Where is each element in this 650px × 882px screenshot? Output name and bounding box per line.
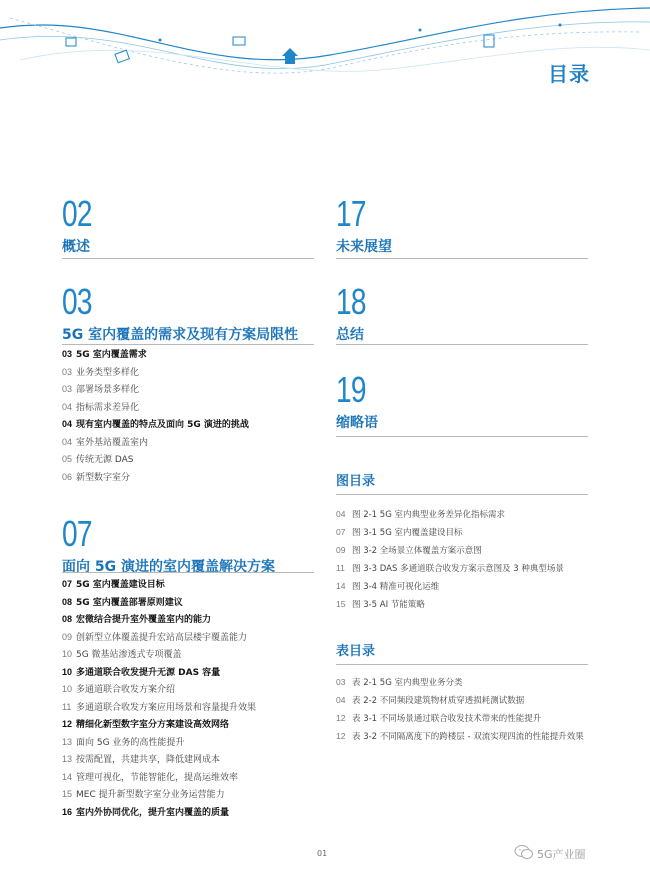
figure-list-heading: 图目录 <box>336 474 376 489</box>
table-list-heading: 表目录 <box>336 644 376 659</box>
section-title: 缩略语 <box>336 415 378 431</box>
toc-entry[interactable]: 10 多通道联合收发方案介绍 <box>62 684 176 695</box>
divider <box>62 572 314 573</box>
section-07[interactable] <box>62 513 275 576</box>
toc-entry[interactable]: 13 面向 5G 业务的高性能提升 <box>62 736 185 748</box>
divider <box>336 344 588 345</box>
table-entry[interactable]: 03 表 2-1 5G 室内典型业务分类 <box>336 677 463 688</box>
section-title: 5G 室内覆盖的需求及现有方案局限性 <box>62 327 299 343</box>
section-title: 未来展望 <box>336 239 392 255</box>
section-title: 总结 <box>336 327 364 343</box>
section-number: 07 <box>62 513 92 554</box>
section-03-items <box>62 346 249 486</box>
page-number: 01 <box>317 849 328 858</box>
divider <box>336 436 588 437</box>
section-03[interactable] <box>62 281 299 344</box>
section-number: 02 <box>62 193 92 234</box>
table-entry[interactable]: 04 表 2-2 不同频段建筑物材质穿透损耗测试数据 <box>336 695 525 706</box>
section-07-items <box>62 576 256 821</box>
toc-entry[interactable]: 15 MEC 提升新型数字室分业务运营能力 <box>62 789 225 800</box>
phone-icon <box>484 35 494 47</box>
toc-entry[interactable]: 03 业务类型多样化 <box>62 366 140 378</box>
table-entry[interactable]: 12 表 3-2 不同隔离度下的跨楼层 - 双流实现四流的性能提升效果 <box>336 731 584 742</box>
section-number: 18 <box>336 281 366 322</box>
figure-list <box>336 505 564 613</box>
page-title: 目录 <box>548 62 590 86</box>
house-icon <box>282 48 298 64</box>
figure-entry[interactable]: 11 图 3-3 DAS 多通道联合收发方案示意图及 3 种典型场景 <box>336 563 564 574</box>
section-18[interactable] <box>336 281 374 344</box>
toc-entry[interactable]: 08 宏微结合提升室外覆盖室内的能力 <box>62 614 212 625</box>
toc-entry[interactable]: 11 多通道联合收发方案应用场景和容量提升效果 <box>62 701 257 713</box>
toc-entry[interactable]: 04 室外基站覆盖室内 <box>62 436 149 448</box>
toc-entry[interactable]: 16 室内外协同优化，提升室内覆盖的质量 <box>62 806 230 818</box>
section-title: 概述 <box>62 239 90 255</box>
divider <box>336 664 588 665</box>
section-02[interactable] <box>62 193 100 256</box>
wechat-icon <box>514 844 534 860</box>
figure-entry[interactable]: 14 图 3-4 精准可视化运维 <box>336 581 440 592</box>
toc-entry[interactable]: 08 5G 室内覆盖部署原则建议 <box>62 596 183 608</box>
section-number: 19 <box>336 369 366 410</box>
toc-entry[interactable]: 12 精细化新型数字室分方案建设高效网络 <box>62 719 230 730</box>
section-19[interactable] <box>336 369 378 432</box>
table-list <box>336 673 584 745</box>
divider <box>62 258 314 259</box>
toc-entry[interactable]: 05 传统无源 DAS <box>62 454 134 465</box>
toc-entry[interactable]: 09 创新型立体覆盖提升宏站高层楼宇覆盖能力 <box>62 631 248 643</box>
toc-entry[interactable]: 07 5G 室内覆盖建设目标 <box>62 579 165 590</box>
table-entry[interactable]: 12 表 3-1 不同场景通过联合收发技术带来的性能提升 <box>336 713 542 724</box>
section-number: 03 <box>62 281 92 322</box>
divider <box>62 344 314 345</box>
toc-entry[interactable]: 14 管理可视化，节能智能化，提高运维效率 <box>62 771 239 783</box>
toc-entry[interactable]: 03 5G 室内覆盖需求 <box>62 349 147 360</box>
header-wave-illustration <box>0 0 650 110</box>
toc-entry[interactable]: 04 指标需求差异化 <box>62 401 140 413</box>
toc-entry[interactable]: 10 多通道联合收发提升无源 DAS 容量 <box>62 666 221 678</box>
figure-entry[interactable]: 09 图 3-2 全场景立体覆盖方案示意图 <box>336 545 482 556</box>
toc-entry[interactable]: 13 按需配置，共建共享，降低建网成本 <box>62 754 221 765</box>
section-title: 面向 5G 演进的室内覆盖解决方案 <box>62 559 275 575</box>
figure-entry[interactable]: 07 图 3-1 5G 室内覆盖建设目标 <box>336 527 463 538</box>
divider <box>336 494 588 495</box>
watermark: 5G产业圈 <box>537 848 586 861</box>
toc-entry[interactable]: 03 部署场景多样化 <box>62 384 140 395</box>
toc-entry[interactable]: 06 新型数字室分 <box>62 471 131 483</box>
tablet-icon <box>115 50 129 63</box>
toc-entry[interactable]: 10 5G 微基站渗透式专项覆盖 <box>62 649 182 660</box>
figure-entry[interactable]: 15 图 3-5 AI 节能策略 <box>336 599 425 610</box>
section-number: 17 <box>336 193 366 234</box>
section-17[interactable] <box>336 193 392 256</box>
laptop-icon <box>233 37 245 45</box>
figure-entry[interactable]: 04 图 2-1 5G 室内典型业务差异化指标需求 <box>336 509 505 520</box>
toc-entry[interactable]: 04 现有室内覆盖的特点及面向 5G 演进的挑战 <box>62 419 249 430</box>
wifi-icon <box>66 38 76 46</box>
divider <box>336 258 588 259</box>
